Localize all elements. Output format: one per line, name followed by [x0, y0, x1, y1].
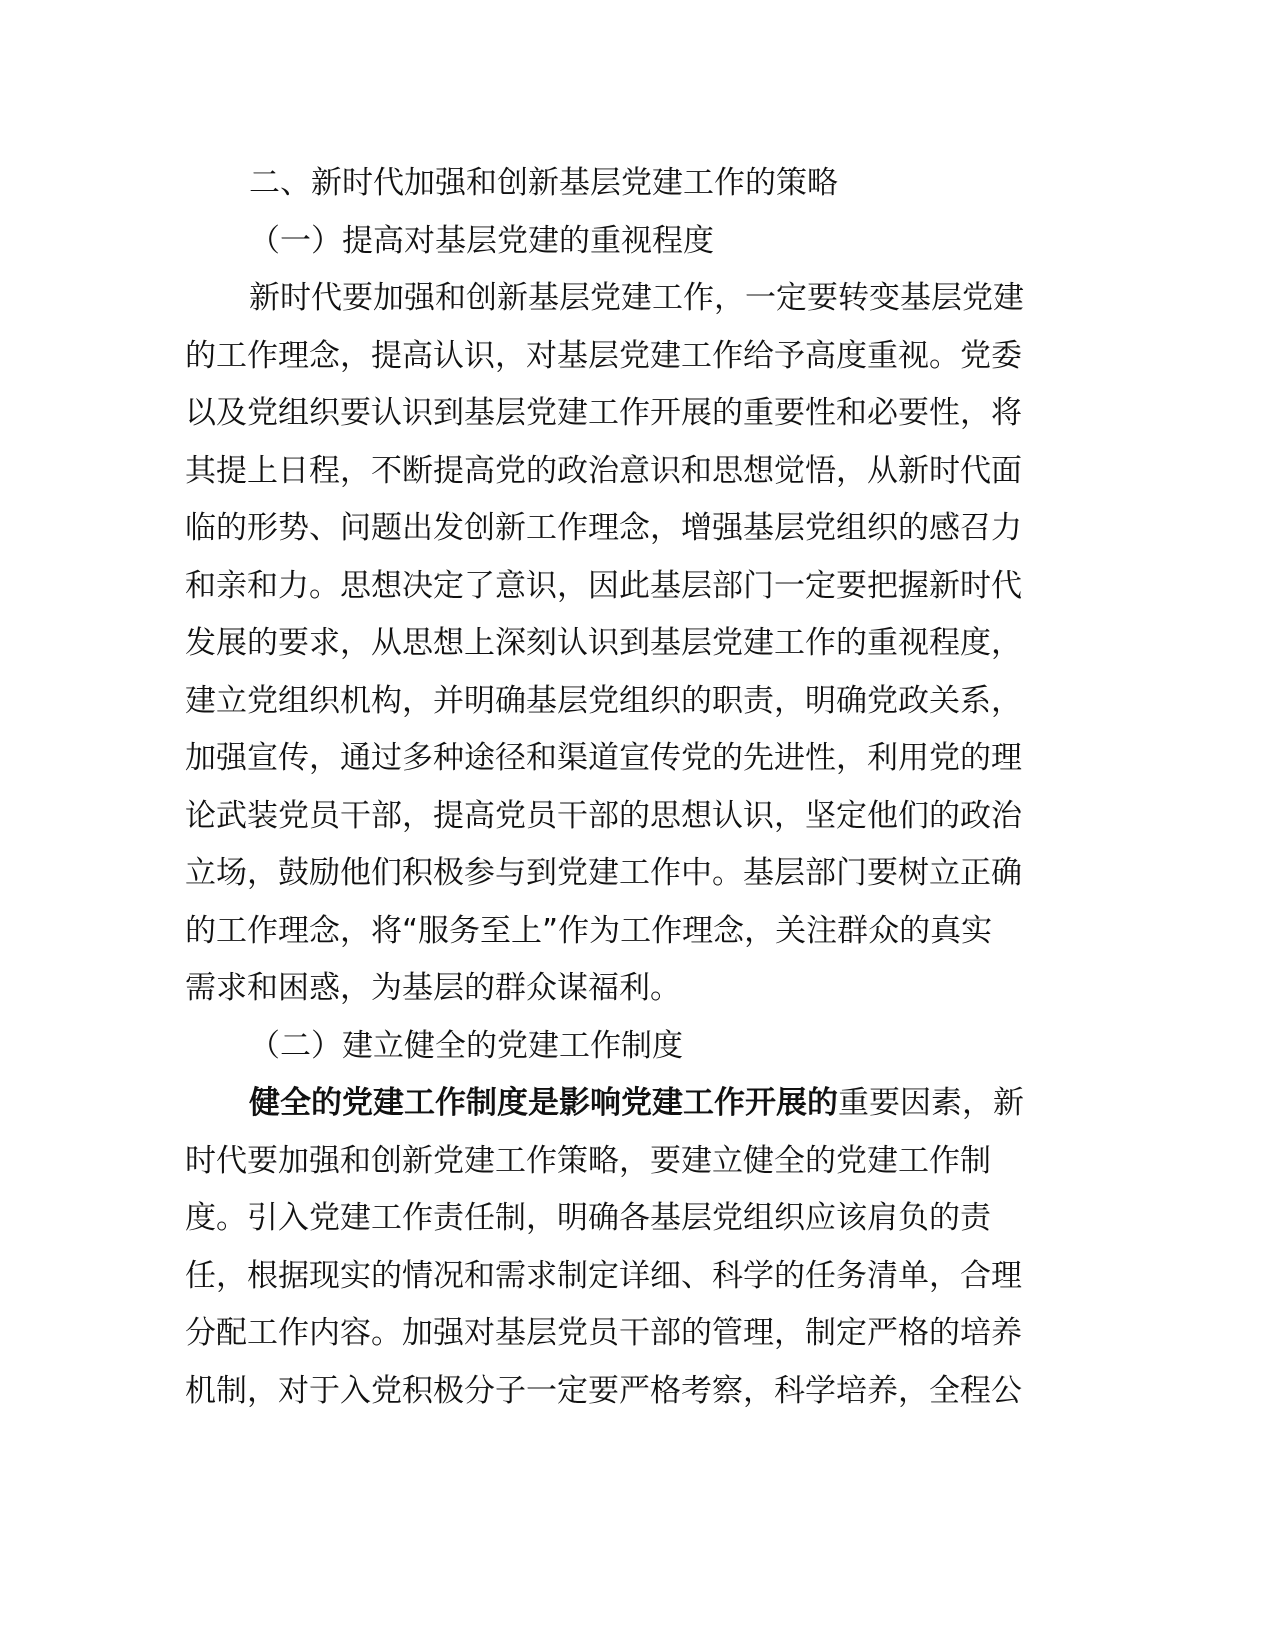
paragraph-line: 分配工作内容。加强对基层党员干部的管理，制定严格的培养 — [185, 1315, 1022, 1351]
paragraph-line: 加强宣传，通过多种途径和渠道宣传党的先进性，利用党的理 — [185, 740, 1022, 776]
paragraph-line: 以及党组织要认识到基层党建工作开展的重要性和必要性，将 — [185, 395, 1022, 431]
paragraph-line: 其提上日程，不断提高党的政治意识和思想觉悟，从新时代面 — [185, 452, 1022, 489]
paragraph-line: 任，根据现实的情况和需求制定详细、科学的任务清单，合理 — [185, 1257, 1022, 1294]
paragraph-line: 发展的要求，从思想上深刻认识到基层党建工作的重视程度， — [185, 625, 1022, 661]
paragraph-line: 需求和困惑，为基层的群众谋福利。 — [185, 970, 681, 1006]
paragraph-line: 建立党组织机构，并明确基层党组织的职责，明确党政关系， — [185, 682, 1022, 719]
paragraph-line: 时代要加强和创新党建工作策略，要建立健全的党建工作制 — [185, 1142, 991, 1179]
paragraph-line: 新时代要加强和创新基层党建工作，一定要转变基层党建 — [249, 280, 1024, 316]
paragraph-line: 立场，鼓励他们积极参与到党建工作中。基层部门要树立正确 — [185, 855, 1022, 891]
subsection-heading-2: （二）建立健全的党建工作制度 — [249, 1027, 683, 1064]
document-body — [185, 155, 1090, 1420]
paragraph-line: 论武装党员干部，提高党员干部的思想认识，坚定他们的政治 — [185, 797, 1022, 834]
text-run: 重要因素，新 — [838, 1085, 1024, 1121]
paragraph-line: 度。引入党建工作责任制，明确各基层党组织应该肩负的责 — [185, 1200, 991, 1236]
paragraph-line — [185, 1075, 1090, 1133]
paragraph-line: 的工作理念，将“服务至上”作为工作理念，关注群众的真实 — [185, 912, 993, 949]
paragraph-line: 机制，对于入党积极分子一定要严格考察，科学培养，全程公 — [185, 1372, 1022, 1409]
paragraph-1 — [185, 270, 1090, 1018]
paragraph-line: 临的形势、问题出发创新工作理念，增强基层党组织的感召力 — [185, 510, 1022, 546]
bold-text-run: 健全的党建工作制度是影响党建工作开展的 — [249, 1085, 838, 1121]
section-heading: 二、新时代加强和创新基层党建工作的策略 — [249, 165, 838, 201]
paragraph-line: 的工作理念，提高认识，对基层党建工作给予高度重视。党委 — [185, 337, 1022, 374]
paragraph-2 — [185, 1075, 1090, 1420]
paragraph-line: 和亲和力。思想决定了意识，因此基层部门一定要把握新时代 — [185, 567, 1022, 604]
subsection-heading-1: （一）提高对基层党建的重视程度 — [249, 222, 714, 259]
